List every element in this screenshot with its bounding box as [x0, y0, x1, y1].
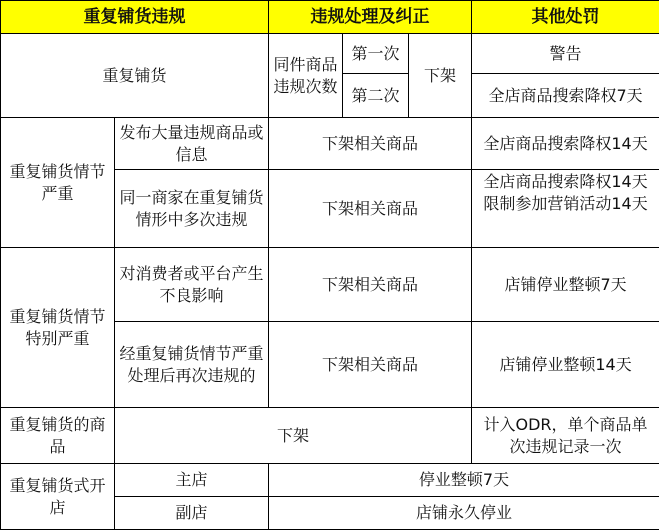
second-time-label: 第二次 [343, 74, 409, 118]
header-handling: 违规处理及纠正 [269, 1, 472, 34]
table-row [1, 118, 659, 170]
penalty-line: 全店商品搜索降权14天 [483, 171, 648, 191]
header-row [1, 1, 659, 34]
very-serious-case2-penalty: 店铺停业整顿14天 [472, 322, 659, 408]
goods-label: 重复铺货的商品 [1, 408, 115, 464]
table-row [1, 34, 659, 74]
penalty-line: 限制参加营销活动14天 [483, 193, 648, 213]
header-violation: 重复铺货违规 [1, 1, 269, 34]
serious-case2: 同一商家在重复铺货情形中多次违规 [115, 170, 269, 248]
very-serious-case2-action: 下架相关商品 [269, 322, 472, 408]
shop-label: 重复铺货式开店 [1, 464, 115, 530]
very-serious-case1: 对消费者或平台产生不良影响 [115, 248, 269, 322]
repeat-action: 下架 [409, 34, 472, 118]
main-shop-penalty: 停业整顿7天 [269, 464, 659, 497]
main-shop-label: 主店 [115, 464, 269, 497]
serious-case1: 发布大量违规商品或信息 [115, 118, 269, 170]
very-serious-case1-penalty: 店铺停业整顿7天 [472, 248, 659, 322]
table-row [1, 248, 659, 322]
goods-action: 下架 [115, 408, 472, 464]
header-other-penalty: 其他处罚 [472, 1, 659, 34]
repeat-listing-label: 重复铺货 [1, 34, 269, 118]
serious-case1-action: 下架相关商品 [269, 118, 472, 170]
table-row [1, 408, 659, 464]
goods-penalty: 计入ODR，单个商品单次违规记录一次 [472, 408, 659, 464]
count-label: 同件商品违规次数 [269, 34, 343, 118]
penalty-second: 全店商品搜索降权7天 [472, 74, 659, 118]
very-serious-case1-action: 下架相关商品 [269, 248, 472, 322]
serious-label: 重复铺货情节严重 [1, 118, 115, 248]
penalty-first: 警告 [472, 34, 659, 74]
table-row [1, 464, 659, 497]
first-time-label: 第一次 [343, 34, 409, 74]
serious-case2-action: 下架相关商品 [269, 170, 472, 248]
serious-case1-penalty: 全店商品搜索降权14天 [472, 118, 659, 170]
serious-case2-penalty [472, 170, 659, 248]
sub-shop-penalty: 店铺永久停业 [269, 497, 659, 530]
sub-shop-label: 副店 [115, 497, 269, 530]
very-serious-label: 重复铺货情节特别严重 [1, 248, 115, 408]
very-serious-case2: 经重复铺货情节严重处理后再次违规的 [115, 322, 269, 408]
